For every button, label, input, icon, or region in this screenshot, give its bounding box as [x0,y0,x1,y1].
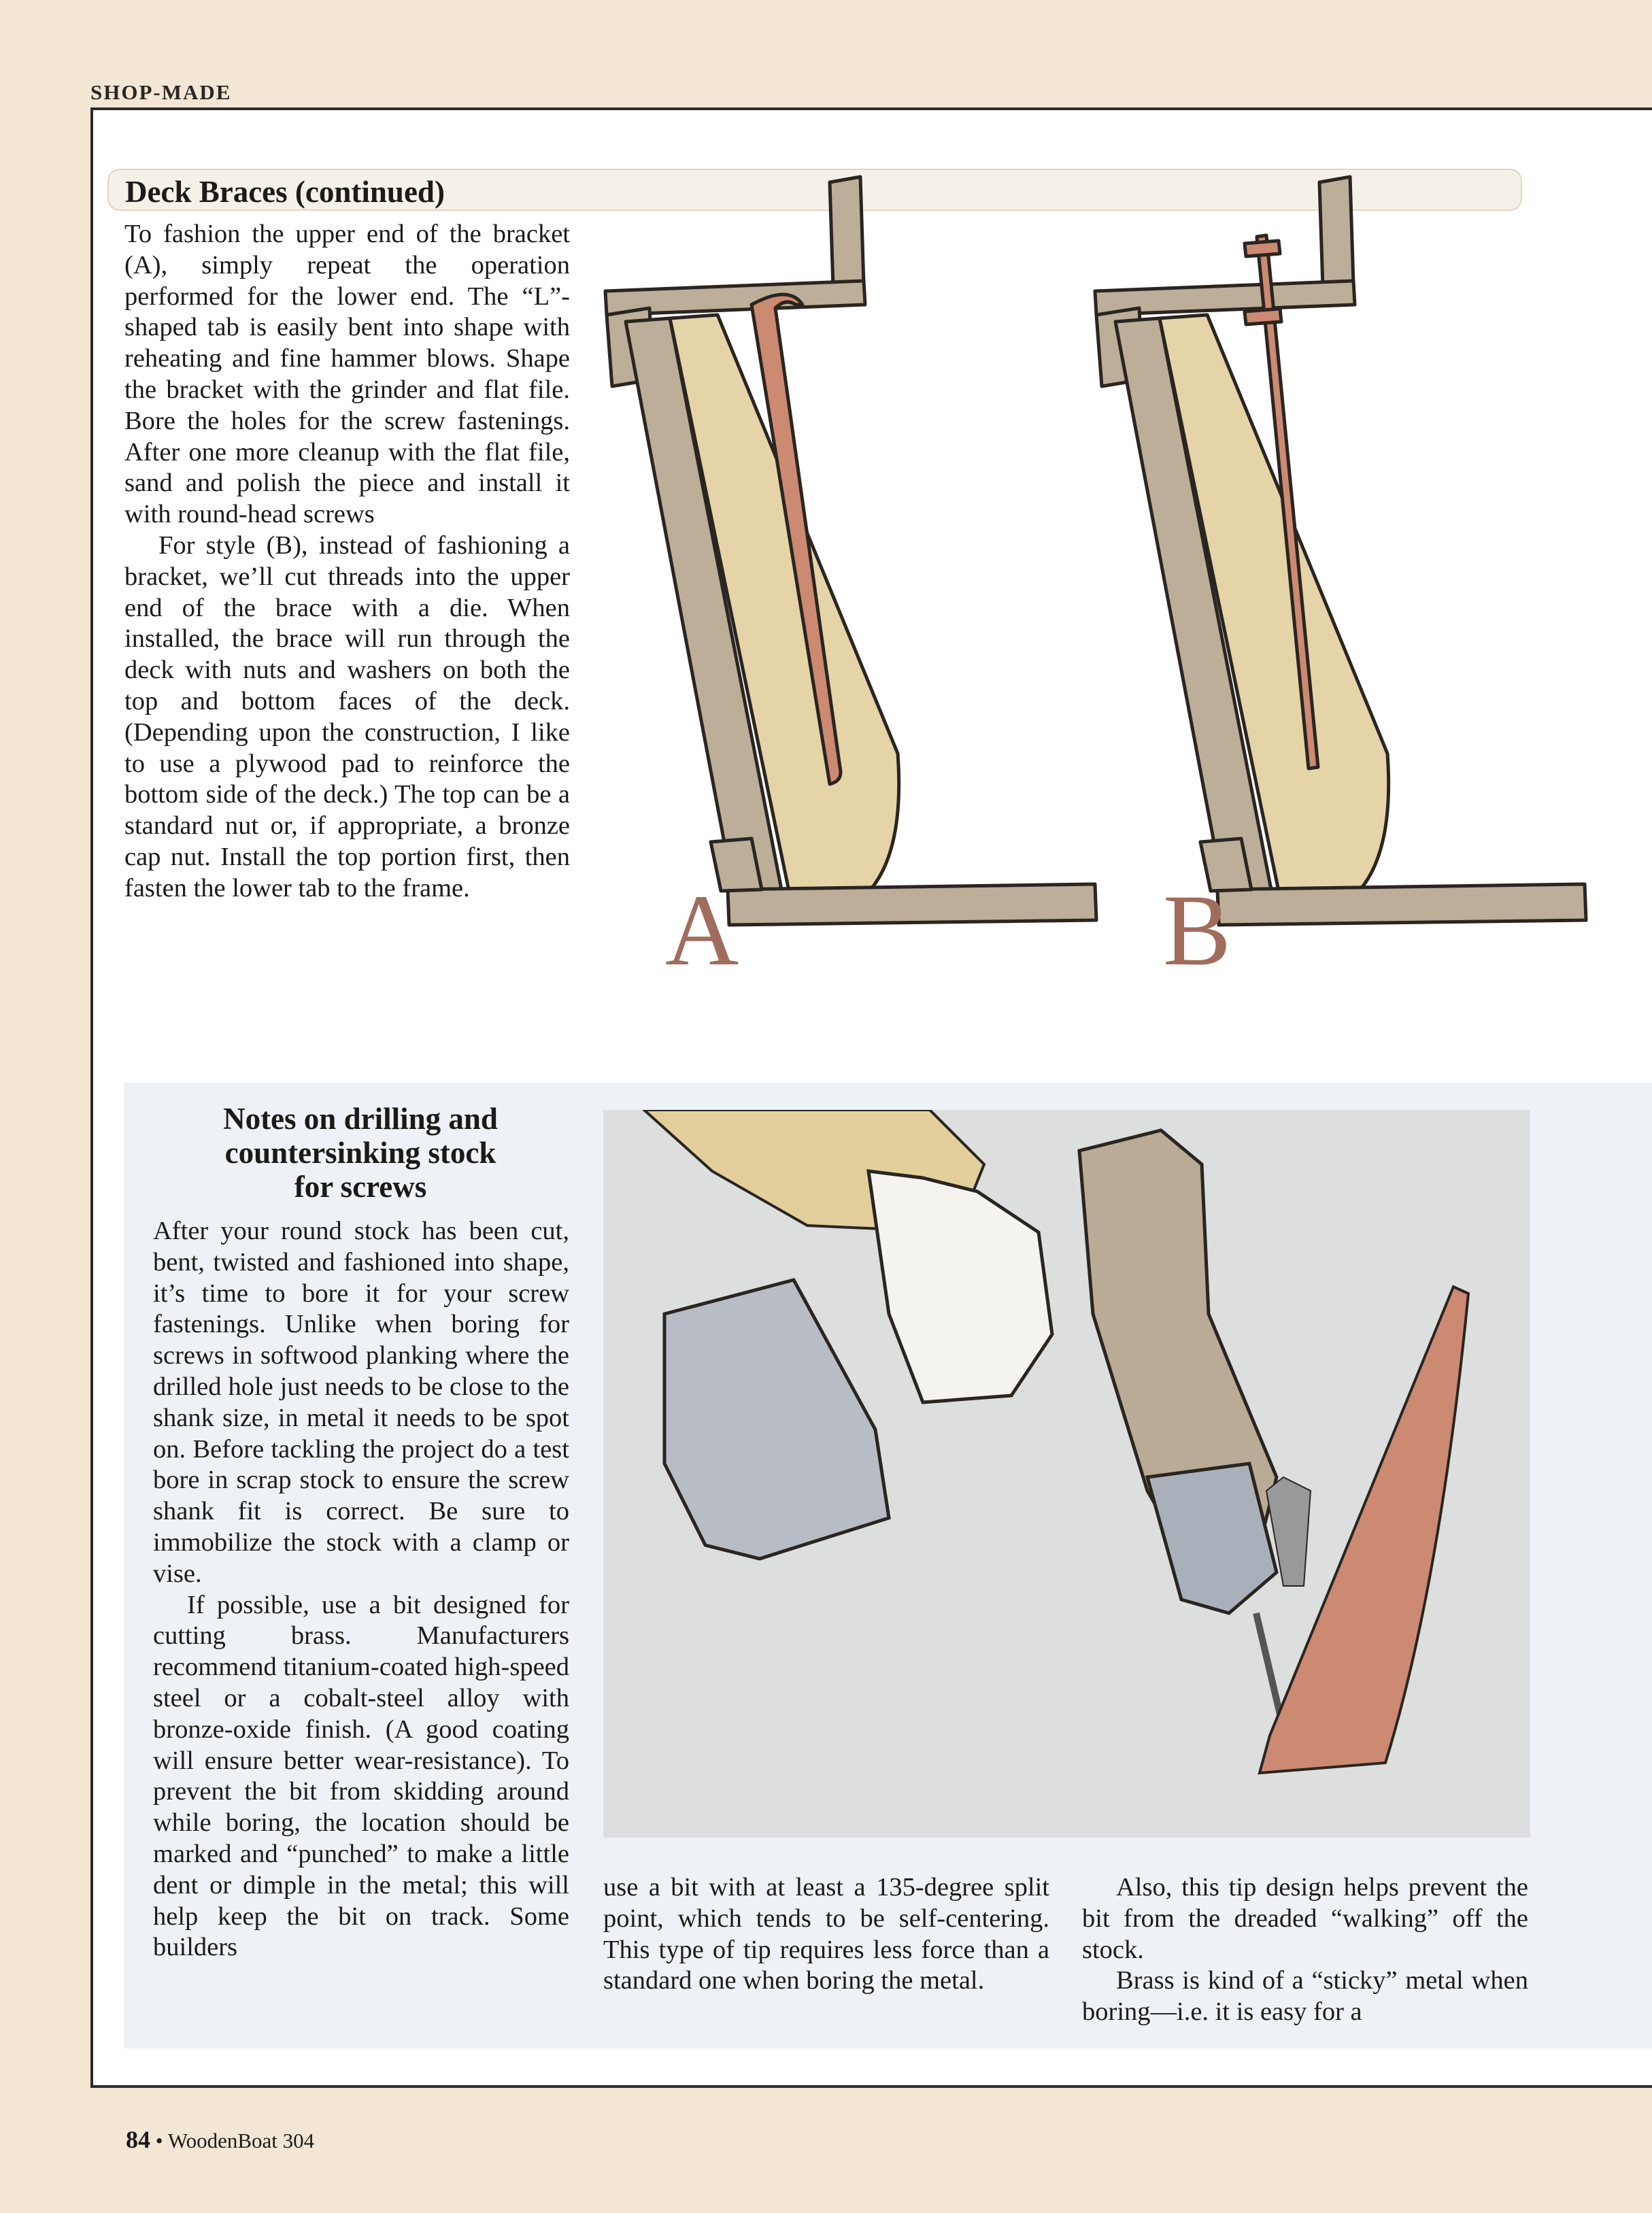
section-title: Deck Braces (continued) [125,175,445,209]
sidebar-paragraph: use a bit with at least a 135-degree split point, which tends to be self-centering. This type of tip requires less force than a standard one when boring the metal. [603,1873,1049,1995]
section-paragraph: For style (B), instead of fashioning a bracket, we’ll cut threads into the upper end of the brace with a die. When installed, the brace will run through the deck with nuts and washers on both the top and bottom faces of the deck. (Depending upon the construction, I like to use a plywood pad to reinforce the bottom side of the deck.) The top can be a standard nut or, if appropriate, a bronze cap nut. Install the top portion first, then fasten the lower tab to the frame. [124,530,570,902]
running-head: SHOP-MADE [90,80,232,104]
magazine-name: WoodenBoat 304 [167,2129,315,2152]
brace-a-drawing [605,177,1096,925]
sidebar-title-line: Notes on drilling and [223,1102,498,1136]
illustration-label-a: A [665,874,739,987]
sidebar-paragraph: Also, this tip design helps prevent the bit from the dreaded “walking” off the stock. [1082,1873,1528,1964]
sidebar-paragraph: If possible, use a bit designed for cutting brass. Manufacturers recommend titanium-coated high-speed steel or a cobalt-steel alloy with bronze-oxide finish. (A good coating will ensure better wear-resistance). To prevent the bit from skidding around while boring, the location should be marked and “punched” to make a little dent or dimple in the metal; this will help keep the bit on track. Some builders [153,1590,569,1962]
deck-brace-illustration [592,169,1625,998]
brace-b-drawing [1095,177,1586,925]
sidebar-column-3 [1082,1872,1528,2028]
sidebar-title-line: countersinking stock [224,1136,496,1170]
sidebar-title [136,1102,585,1204]
footer-bullet: • [155,2129,163,2152]
illustration-label-b: B [1163,874,1232,987]
drill-illustration [603,1110,1530,1838]
sidebar-title-line: for screws [294,1170,427,1204]
section-body [124,219,570,905]
sidebar-paragraph: Brass is kind of a “sticky” metal when boring—i.e. it is easy for a [1082,1966,1528,2027]
page-footer [126,2125,314,2154]
page-number: 84 [126,2126,150,2153]
sidebar-paragraph: After your round stock has been cut, bent, twisted and fashioned into shape, it’s time to bore it for your screw fastenings. Unlike when boring for screws in softwood planking where the drilled hole just needs to be close to the shank size, in metal it needs to be spot on. Before tackling the project do a test bore in scrap stock to ensure the screw shank fit is correct. Be sure to immobilize the stock with a clamp or vise. [153,1217,569,1588]
sidebar-column-1 [153,1216,569,1963]
sidebar-column-2 [603,1872,1049,1997]
section-paragraph: To fashion the upper end of the bracket (A), simply repeat the operation performed for the lower end. The “L”-shaped tab is easily bent into shape with reheating and fine hammer blows. Shape the bracket with the grinder and flat file. Bore the holes for the screw fastenings. After one more cleanup with the flat file, sand and polish the piece and install it with round-head screws [124,220,570,529]
